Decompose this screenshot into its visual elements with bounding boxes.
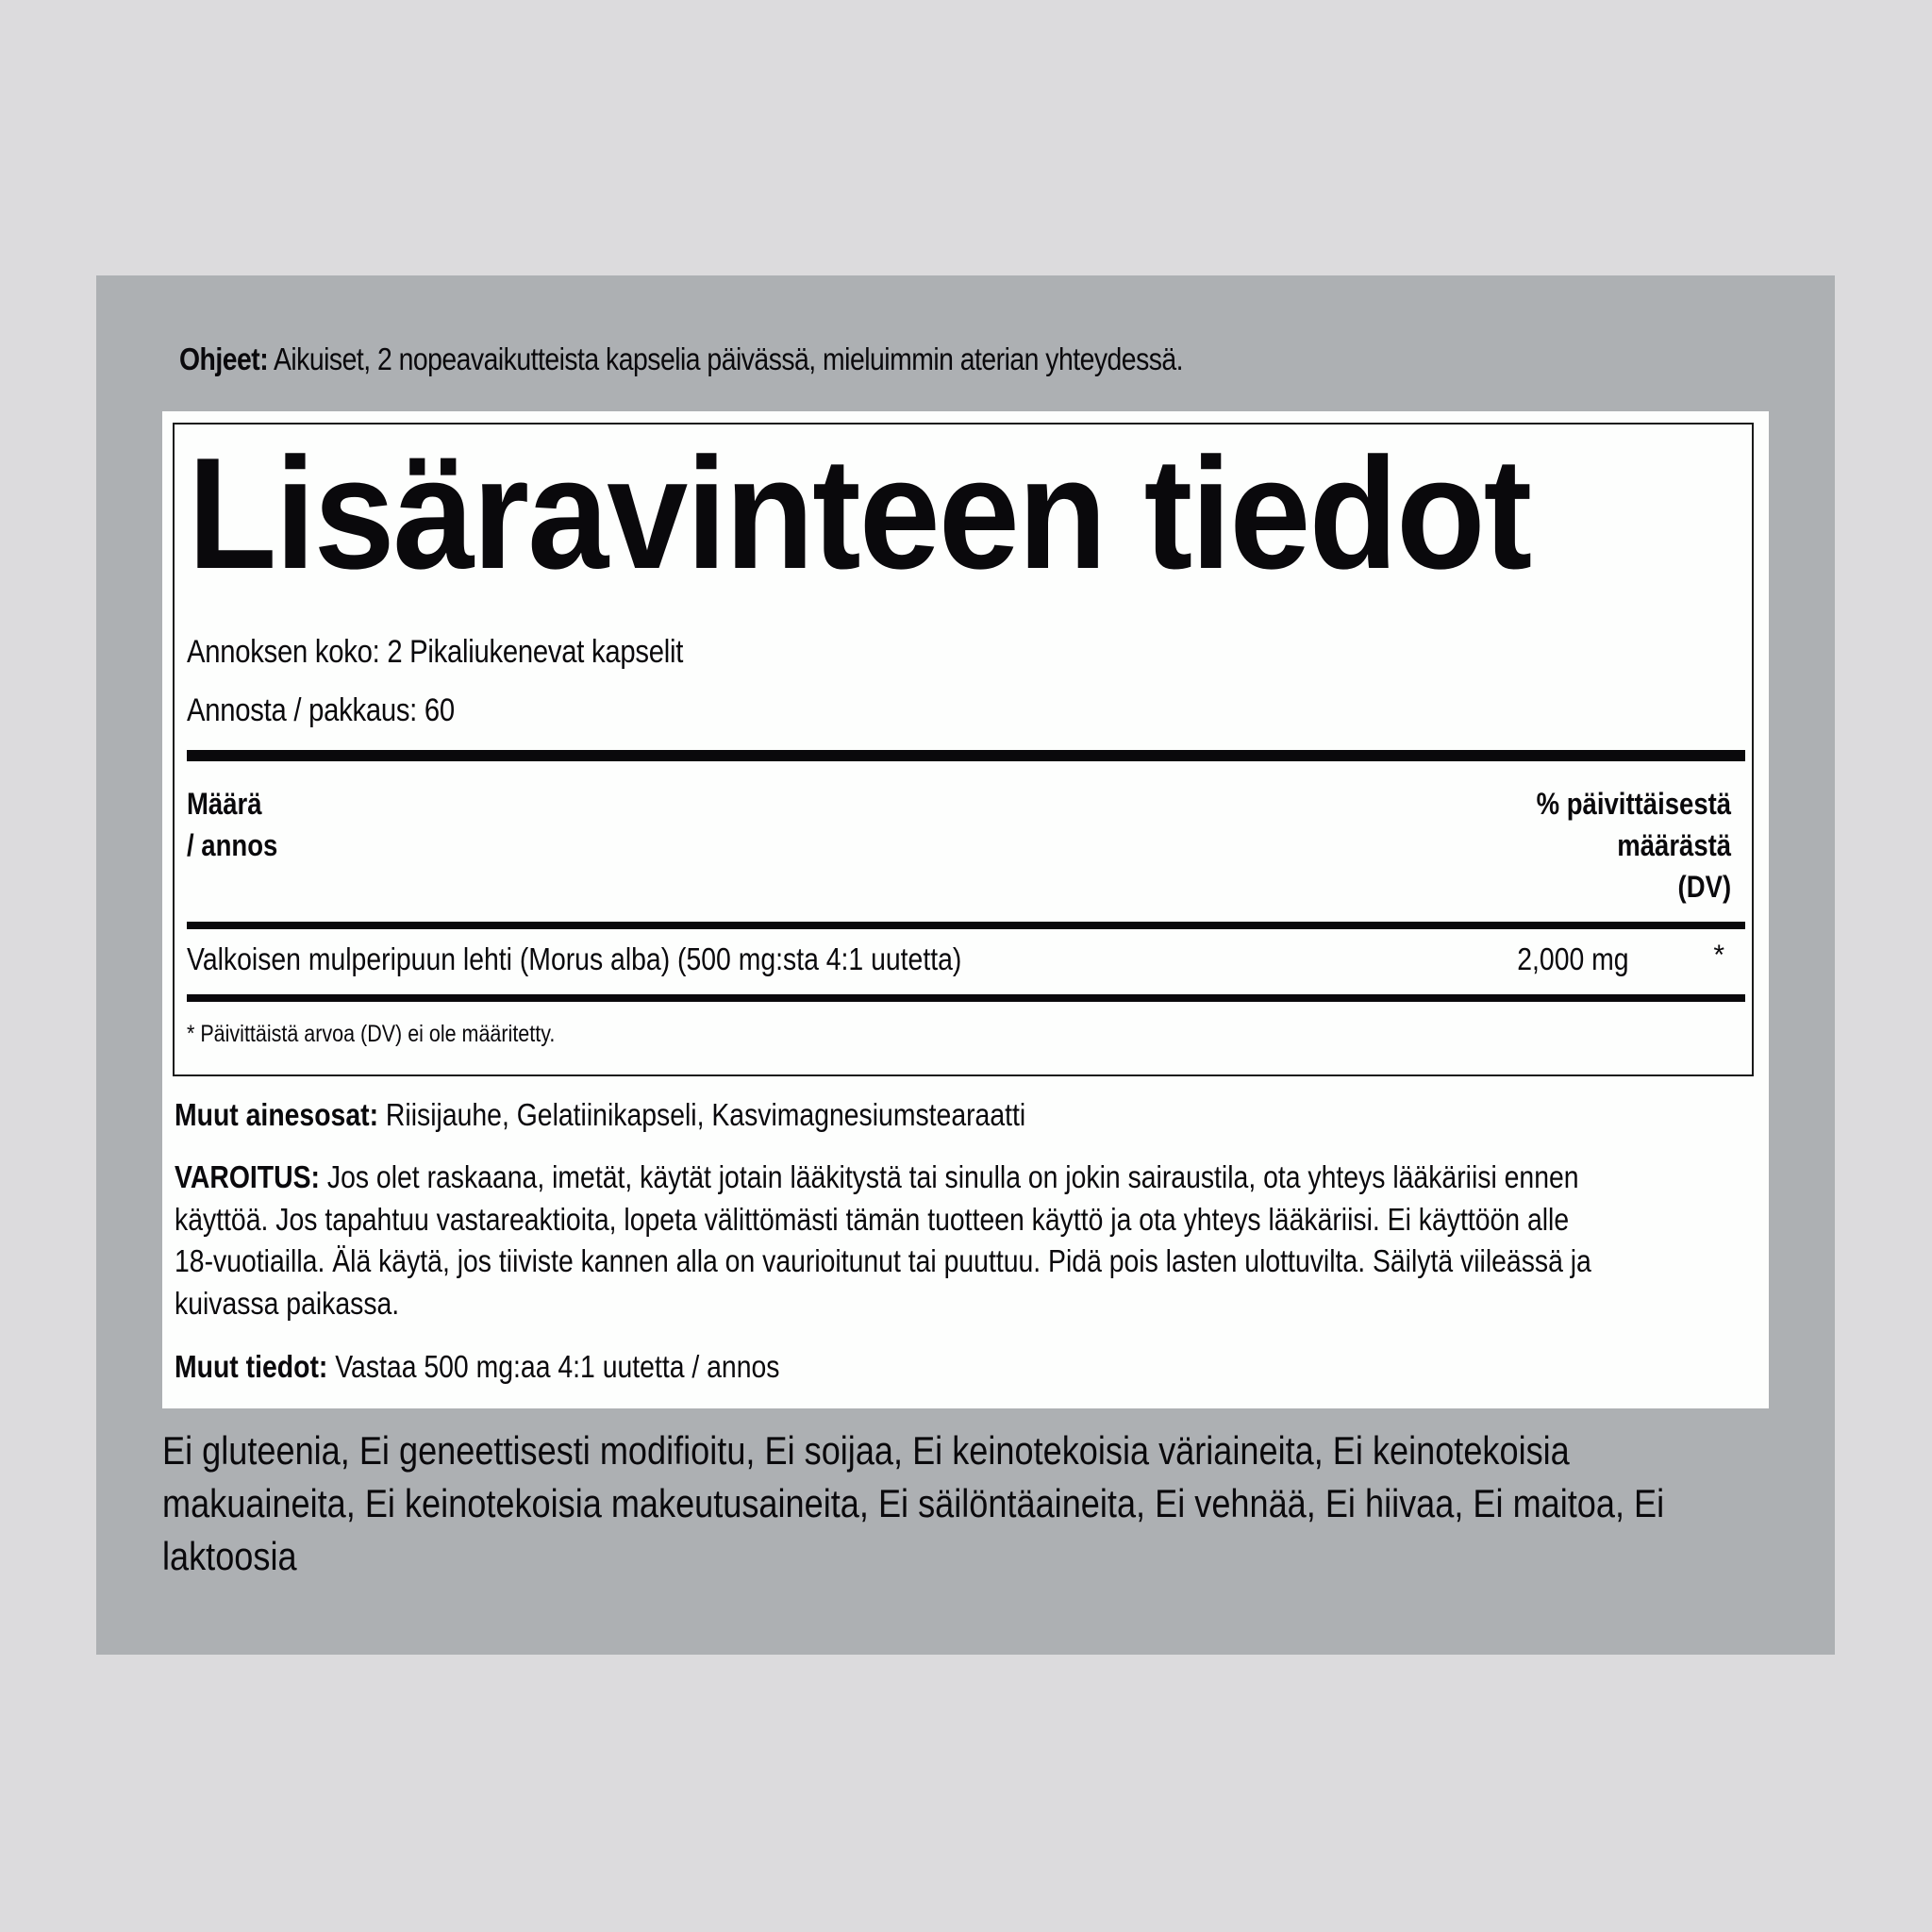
other-ingredients-label: Muut ainesosat:	[175, 1097, 379, 1132]
amount-header-line2: / annos	[187, 828, 278, 862]
directions	[179, 341, 1183, 377]
other-info-text: Vastaa 500 mg:aa 4:1 uutetta / annos	[327, 1349, 780, 1384]
thick-divider	[187, 750, 1745, 761]
daily-value-header	[1537, 783, 1731, 908]
ingredient-amount: 2,000 mg	[1517, 941, 1629, 976]
amount-header-line1: Määrä	[187, 787, 262, 821]
servings-per-container: Annosta / pakkaus: 60	[187, 692, 455, 728]
warning-line: käyttöä. Jos tapahtuu vastareaktioita, lopeta välittömästi tämän tuotteen käyttö ja ota yhteys lääkäriisi. Ei käyttöön alle	[175, 1201, 1570, 1237]
dv-footnote: * Päivittäistä arvoa (DV) ei ole määritetty.	[187, 1021, 556, 1047]
other-info	[175, 1349, 779, 1385]
amount-per-serving-header	[187, 783, 277, 866]
other-ingredients-text: Riisijauhe, Gelatiinikapseli, Kasvimagnesiumstearaatti	[378, 1097, 1026, 1132]
medium-divider	[187, 994, 1745, 1002]
ingredient-name: Valkoisen mulperipuun lehti (Morus alba) (500 mg:sta 4:1 uutetta)	[187, 941, 962, 976]
warning-line: VAROITUS: Jos olet raskaana, imetät, käytät jotain lääkitystä tai sinulla on jokin sairaustila, ota yhteys lääkäriisi ennen	[175, 1159, 1579, 1194]
warning-line: 18-vuotiailla. Älä käytä, jos tiiviste kannen alla on vaurioitunut tai puuttuu. Pidä pois lasten ulottuvilta. Säilytä viileässä ja	[175, 1243, 1591, 1278]
other-ingredients	[175, 1097, 1025, 1133]
directions-label: Ohjeet:	[179, 341, 269, 376]
free-from-line: makuaineita, Ei keinotekoisia makeutusaineita, Ei säilöntäaineita, Ei vehnää, Ei hiivaa, Ei maitoa, Ei	[162, 1481, 1665, 1525]
warning-line: kuivassa paikassa.	[175, 1285, 400, 1321]
directions-text: Aikuiset, 2 nopeavaikutteista kapselia päivässä, mieluimmin aterian yhteydessä.	[268, 341, 1184, 376]
label-card	[162, 411, 1769, 1408]
supplement-facts-title: Lisäravinteen tiedot	[188, 425, 1531, 602]
other-info-label: Muut tiedot:	[175, 1349, 328, 1384]
supplement-facts-box	[173, 423, 1754, 1076]
ingredient-row	[187, 939, 1745, 980]
ingredient-dv: *	[1713, 940, 1724, 971]
dv-header-line1: % päivittäisestä	[1536, 787, 1731, 821]
serving-size: Annoksen koko: 2 Pikaliukenevat kapselit	[187, 634, 684, 670]
warning-label: VAROITUS:	[175, 1159, 320, 1194]
warning	[175, 1157, 1757, 1324]
dv-header-line2: määrästä	[1617, 828, 1731, 862]
free-from-line: laktoosia	[162, 1534, 297, 1578]
free-from-line: Ei gluteenia, Ei geneettisesti modifioitu, Ei soijaa, Ei keinotekoisia väriaineita, Ei keinotekoisia	[162, 1428, 1570, 1473]
medium-divider	[187, 922, 1745, 929]
free-from-claims	[162, 1424, 1664, 1583]
dv-header-line3: (DV)	[1677, 870, 1731, 904]
label-panel	[96, 275, 1835, 1655]
